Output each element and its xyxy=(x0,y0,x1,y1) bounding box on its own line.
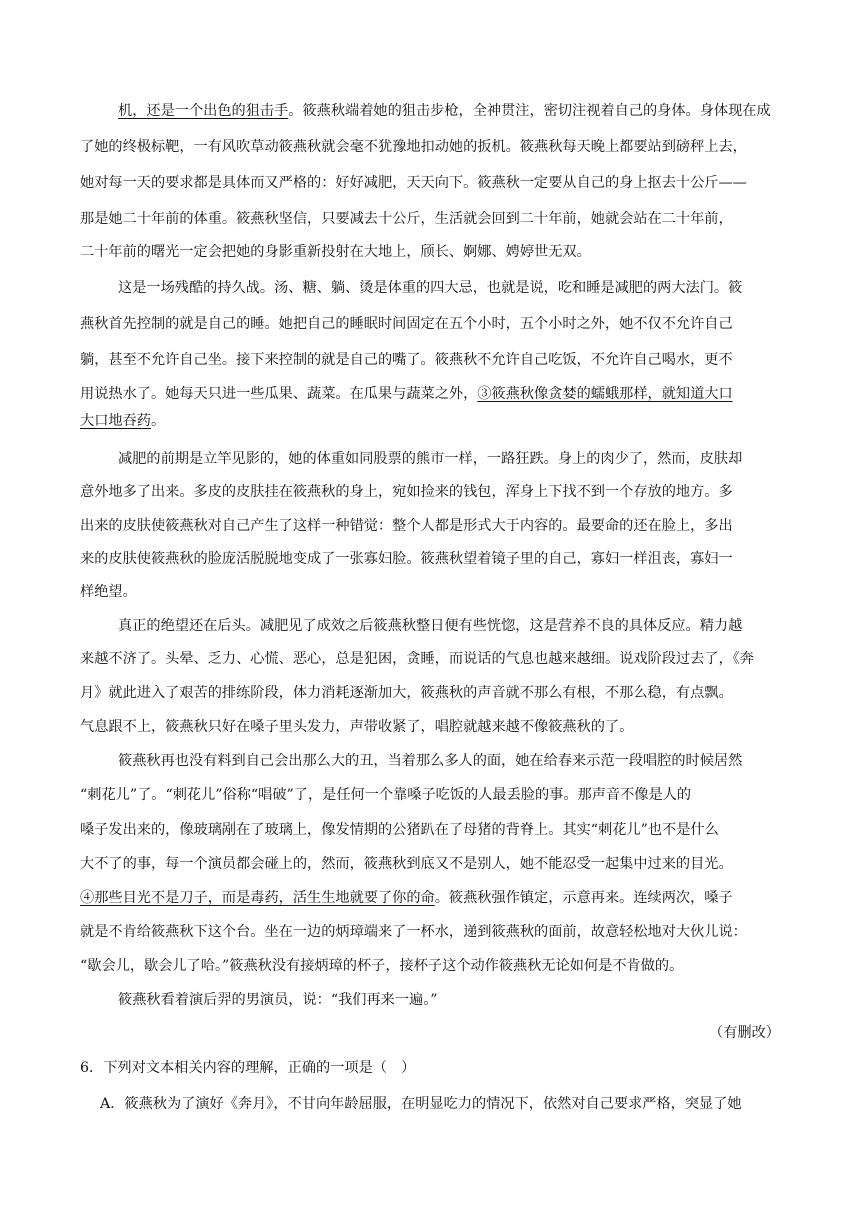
text-segment: 来越不济了。头晕、乏力、心慌、恶心，总是犯困，贪睡，而说话的气息也越来越细。说戏阶段过去了，《奔 xyxy=(80,651,754,667)
passage-line xyxy=(118,751,780,771)
underlined-phrase: ④那些目光不是刀子，而是毒药，活生生地就要了你的命 xyxy=(80,890,435,906)
underlined-phrase: ③筱燕秋像贪婪的蠕蛾那样，就知道大口 xyxy=(477,386,733,402)
text-segment: 。筱燕秋端着她的狙击步枪，全神贯注，密切注视着自己的身体。身体现在成 xyxy=(288,103,771,119)
passage-line xyxy=(80,209,780,229)
passage-line xyxy=(80,854,780,874)
passage-line xyxy=(80,411,780,431)
passage-line xyxy=(80,137,780,157)
text-segment: 月》就此进入了艰苦的排练阶段，体力消耗逐渐加大，筱燕秋的声音就不那么有根，不那么稳，有点飘。 xyxy=(80,685,733,701)
text-segment: 嗓子发出来的，像玻璃剐在了玻璃上，像发情期的公猪趴在了母猪的背脊上。其实“刺花儿”也不是什么 xyxy=(80,822,719,838)
text-segment: 就是不肯给筱燕秋下这个台。坐在一边的炳璋端来了一杯水，递到筱燕秋的面前，故意轻松地对大伙儿说： xyxy=(80,924,747,940)
passage-line xyxy=(80,482,780,502)
passage-line xyxy=(80,242,780,262)
passage-line xyxy=(80,683,780,703)
passage-line xyxy=(80,649,780,669)
passage-line xyxy=(80,717,780,737)
text-segment: 大不了的事，每一个演员都会碰上的，然而，筱燕秋到底又不是别人，她不能忍受一起集中过来的目光。 xyxy=(80,856,733,872)
text-segment: 。 xyxy=(150,413,166,429)
passage-line xyxy=(118,616,780,636)
text-segment: 躺，甚至不允许自己坐。接下来控制的就是自己的嘴了。筱燕秋不允许自己吃饭，不允许自己喝水，更不 xyxy=(80,352,733,368)
text-segment: 用说热水了。她每天只进一些瓜果、蔬菜。在瓜果与蔬菜之外， xyxy=(80,386,478,402)
passage-line xyxy=(80,922,780,942)
text-segment: 出来的皮肤使筱燕秋对自己产生了这样一种错觉：整个人都是形式大于内容的。最要命的还在脸上，多出 xyxy=(80,518,733,534)
text-segment: 气息跟不上，筱燕秋只好在嗓子里头发力，声带收紧了，唱腔就越来越不像筱燕秋的了。 xyxy=(80,719,634,735)
underlined-phrase: 机，还是一个出色的狙击手 xyxy=(118,103,289,119)
source-note: （有删改） xyxy=(709,1025,780,1041)
passage-line xyxy=(80,173,780,193)
text-segment: 意外地多了出来。多皮的皮肤挂在筱燕秋的身上，宛如捡来的钱包，浑身上下找不到一个存放的地方。多 xyxy=(80,484,733,500)
passage-line xyxy=(80,820,780,840)
text-segment: 二十年前的曙光一定会把她的身影重新投射在大地上，颀长、婀娜、娉婷世无双。 xyxy=(80,244,591,260)
passage-line xyxy=(80,314,780,334)
passage-line xyxy=(80,582,780,602)
passage-line xyxy=(80,956,780,976)
question-option-a: A．筱燕秋为了演好《奔月》，不甘向年龄屈服，在明显吃力的情况下，依然对自己要求严格，突显了她 xyxy=(100,1096,742,1112)
passage-line xyxy=(80,516,780,536)
text-segment: 减肥的前期是立竿见影的，她的体重如同股票的熊市一样，一路狂跌。身上的肉少了，然而，皮肤却 xyxy=(118,451,743,467)
passage-line xyxy=(80,384,780,404)
text-segment: 了她的终极标靶，一有风吹草动筱燕秋就会毫不犹豫地扣动她的扳机。筱燕秋每天晚上都要站到磅秤上去， xyxy=(80,139,747,155)
text-segment: 样绝望。 xyxy=(80,584,137,600)
text-segment: 筱燕秋看着演后羿的男演员，说：“我们再来一遍。” xyxy=(118,992,438,1008)
question-stem: 6．下列对文本相关内容的理解，正确的一项是（ ） xyxy=(80,1060,416,1076)
passage-line xyxy=(118,278,780,298)
text-segment: 这是一场残酷的持久战。汤、糖、躺、烫是体重的四大忌，也就是说，吃和睡是减肥的两大法门。筱 xyxy=(118,280,743,296)
text-segment: 筱燕秋再也没有料到自己会出那么大的丑，当着那么多人的面，她在给春来示范一段唱腔的时候居然 xyxy=(118,753,743,769)
text-segment: “刺花儿”了。“刺花儿”俗称“唱破”了，是任何一个靠嗓子吃饭的人最丢脸的事。那声音不像是人的 xyxy=(80,787,692,803)
passage-line xyxy=(80,888,780,908)
text-segment: 。筱燕秋强作镇定，示意再来。连续两次，嗓子 xyxy=(434,890,733,906)
text-segment: 燕秋首先控制的就是自己的睡。她把自己的睡眠时间固定在五个小时，五个小时之外，她不仅不允许自己 xyxy=(80,316,733,332)
text-segment: 真正的绝望还在后头。减肥见了成效之后筱燕秋整日便有些恍惚，这是营养不良的具体反应。精力越 xyxy=(118,618,743,634)
passage-line xyxy=(118,990,780,1010)
passage-line xyxy=(118,101,780,121)
text-segment: 来的皮肤使筱燕秋的脸庞活脱脱地变成了一张寡妇脸。筱燕秋望着镜子里的自己，寡妇一样沮丧，寡妇一 xyxy=(80,551,733,567)
text-segment: 她对每一天的要求都是具体而又严格的：好好减肥，天天向下。筱燕秋一定要从自己的身上抠去十公斤—— xyxy=(80,175,747,191)
underlined-phrase: 大口地吞药 xyxy=(80,413,151,429)
passage-line xyxy=(80,785,780,805)
passage-line xyxy=(80,549,780,569)
passage-line xyxy=(118,449,780,469)
text-segment: 那是她二十年前的体重。筱燕秋坚信，只要减去十公斤，生活就会回到二十年前，她就会站在二十年前， xyxy=(80,211,733,227)
passage-line xyxy=(80,350,780,370)
text-segment: “歇会儿，歇会儿了哈。”筱燕秋没有接炳璋的杯子，接杯子这个动作筱燕秋无论如何是不肯做的。 xyxy=(80,958,684,974)
